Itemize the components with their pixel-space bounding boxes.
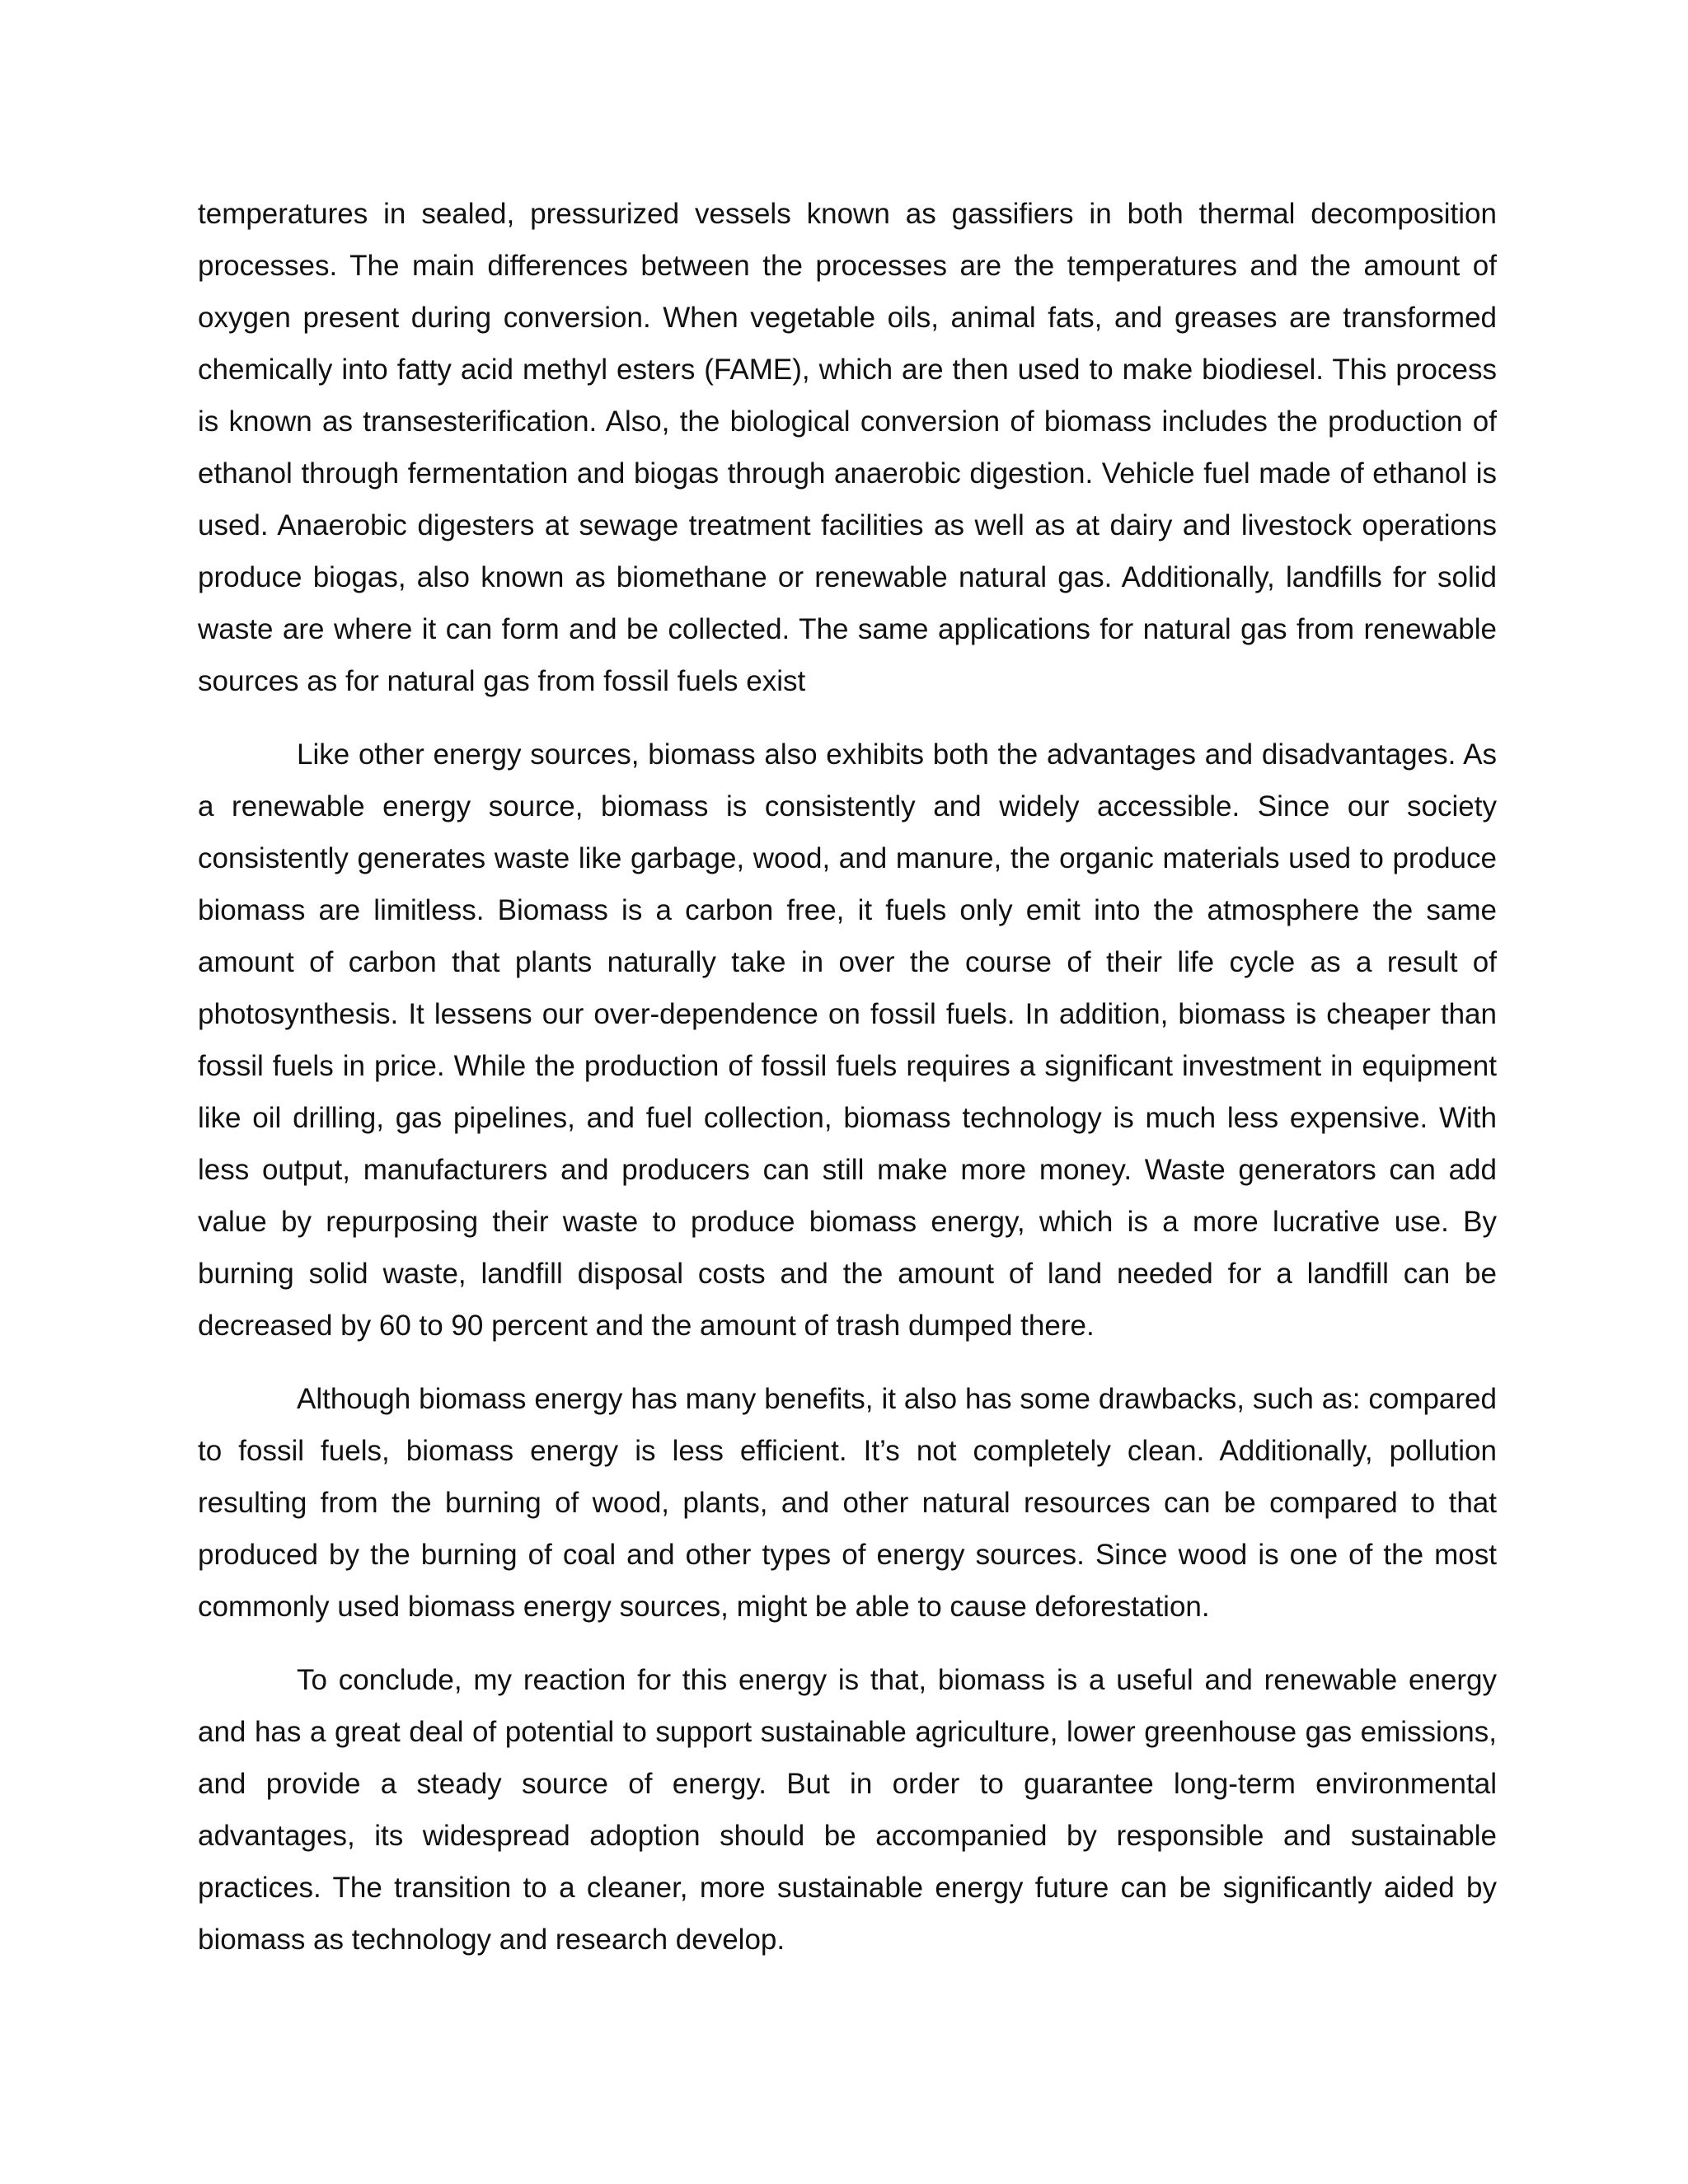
paragraph-drawbacks: Although biomass energy has many benefits, it also has some drawbacks, such as: compared to fossil fuels, biomass energy is less efficient. It’s not completely clean. Additionally, pollution resulting from the burning of wood, plants, and other natural resources can be compared to that produced by the burning of coal and other types of energy sources. Since wood is one of the most commonly used biomass energy sources, might be able to cause deforestation. <box>198 1383 1497 1623</box>
paragraph-advantages: Like other energy sources, biomass also exhibits both the advantages and disadvantages. As a renewable energy source, biomass is consistently and widely accessible. Since our society consistently generates waste like garbage, wood, and manure, the organic materials used to produce biomass are limitless. Biomass is a carbon free, it fuels only emit into the atmosphere the same amount of carbon that plants naturally take in over the course of their life cycle as a result of photosynthesis. It lessens our over-dependence on fossil fuels. In addition, biomass is cheaper than fossil fuels in price. While the production of fossil fuels requires a significant investment in equipment like oil drilling, gas pipelines, and fuel collection, biomass technology is much less expensive. With less output, manufacturers and producers can still make more money. Waste generators can add value by repurposing their waste to produce biomass energy, which is a more lucrative use. By burning solid waste, landfill disposal costs and the amount of land needed for a landfill can be decreased by 60 to 90 percent and the amount of trash dumped there. <box>198 738 1497 1342</box>
paragraph-thermal-conversion: temperatures in sealed, pressurized vessels known as gassifiers in both thermal decomposition processes. The main differences between the processes are the temperatures and the amount of oxygen present during conversion. When vegetable oils, animal fats, and greases are transformed chemically into fatty acid methyl esters (FAME), which are then used to make biodiesel. This process is known as transesterification. Also, the biological conversion of biomass includes the production of ethanol through fermentation and biogas through anaerobic digestion. Vehicle fuel made of ethanol is used. Anaerobic digesters at sewage treatment facilities as well as at dairy and livestock operations produce biogas, also known as biomethane or renewable natural gas. Additionally, landfills for solid waste are where it can form and be collected. The same applications for natural gas from renewable sources as for natural gas from fossil fuels exist <box>198 198 1497 697</box>
document-body <box>198 188 1497 1987</box>
paragraph-conclusion: To conclude, my reaction for this energy is that, biomass is a useful and renewable energy and has a great deal of potential to support sustainable agriculture, lower greenhouse gas emissions, and provide a steady source of energy. But in order to guarantee long-term environmental advantages, its widespread adoption should be accompanied by responsible and sustainable practices. The transition to a cleaner, more sustainable energy future can be significantly aided by biomass as technology and research develop. <box>198 1664 1497 1956</box>
